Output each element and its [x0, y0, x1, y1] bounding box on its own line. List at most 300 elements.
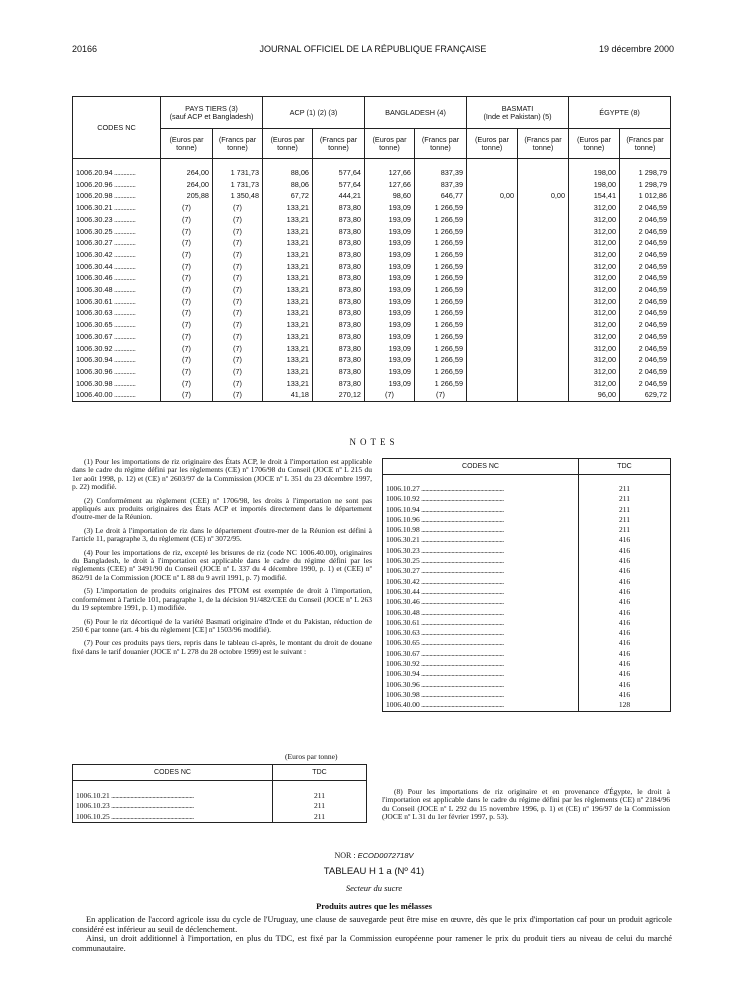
value-cell: (7) — [213, 331, 263, 343]
leader-dots: ............................................................ — [419, 679, 504, 689]
value-cell: (7) — [415, 389, 467, 401]
value-cell — [518, 331, 569, 343]
tdc-small-tdc-header: TDC — [273, 765, 367, 781]
value-cell — [467, 366, 518, 378]
note-6: (6) Pour le riz décortiqué de la variété Basmati originaire d'Inde et du Pakistan, réduction de 250 € par tonne (art. 4 bis du règlement [CE] nº 1503/96 modifié). — [72, 616, 372, 634]
table-row — [73, 179, 671, 191]
group-header-basmati: BASMATI (Inde et Pakistan) (5) — [467, 97, 569, 129]
value-cell: (7) — [161, 202, 213, 214]
value-cell: 193,09 — [365, 261, 415, 273]
value-cell: 133,21 — [263, 226, 313, 238]
value-cell: 873,80 — [313, 272, 365, 284]
tdc-code-cell: 1006.30.27 ............................................................ — [383, 566, 579, 576]
value-cell: 2 046,59 — [620, 307, 671, 319]
tdc-code-cell: 1006.30.67 ............................................................ — [383, 649, 579, 659]
tdc-row — [383, 566, 671, 576]
value-cell: 133,21 — [263, 272, 313, 284]
journal-title: JOURNAL OFFICIEL DE LA RÉPUBLIQUE FRANÇAISE — [259, 44, 487, 54]
tdc-value-cell: 416 — [579, 566, 671, 576]
nor-code: ECOD0072718V — [357, 851, 414, 860]
value-cell: 312,00 — [569, 237, 620, 249]
value-cell: (7) — [213, 214, 263, 226]
value-cell — [467, 354, 518, 366]
value-cell: 133,21 — [263, 366, 313, 378]
tdc-table-small — [72, 764, 367, 823]
value-cell: 873,80 — [313, 354, 365, 366]
value-cell: 270,12 — [313, 389, 365, 401]
value-cell: 873,80 — [313, 331, 365, 343]
value-cell — [518, 202, 569, 214]
unit-note: (Euros par tonne) — [285, 752, 338, 761]
value-cell: 577,64 — [313, 159, 365, 179]
value-cell — [518, 389, 569, 401]
value-cell: 2 046,59 — [620, 249, 671, 261]
value-cell: 193,09 — [365, 214, 415, 226]
tdc-code-cell: 1006.30.63 ............................................................ — [383, 628, 579, 638]
value-cell — [518, 159, 569, 179]
value-cell: 2 046,59 — [620, 319, 671, 331]
value-cell: 205,88 — [161, 190, 213, 202]
value-cell: (7) — [213, 202, 263, 214]
value-cell: (7) — [161, 319, 213, 331]
leader-dots: ............................................................ — [419, 638, 504, 648]
value-cell: 312,00 — [569, 296, 620, 308]
unit-header-euro: (Euros par tonne) — [365, 129, 415, 159]
value-cell — [467, 284, 518, 296]
tdc-row — [383, 505, 671, 515]
tdc-value-cell: 211 — [579, 515, 671, 525]
value-cell: 133,21 — [263, 261, 313, 273]
table-row — [73, 389, 671, 401]
tdc-value-cell: 416 — [579, 659, 671, 669]
value-cell: (7) — [161, 378, 213, 390]
value-cell: 1 266,59 — [415, 307, 467, 319]
code-nc-cell: 1006.30.61 .............. — [73, 296, 161, 308]
value-cell: 127,66 — [365, 159, 415, 179]
value-cell: 312,00 — [569, 284, 620, 296]
value-cell: 154,41 — [569, 190, 620, 202]
code-nc-cell: 1006.30.98 .............. — [73, 378, 161, 390]
value-cell: 837,39 — [415, 179, 467, 191]
tdc-value-cell: 416 — [579, 577, 671, 587]
value-cell: 1 298,79 — [620, 179, 671, 191]
leader-dots: ............................................................ — [419, 545, 504, 555]
value-cell: 193,09 — [365, 226, 415, 238]
code-nc-cell: 1006.30.94 .............. — [73, 354, 161, 366]
tdc-code-cell: 1006.10.23 ............................................................ — [73, 801, 273, 811]
value-cell: 2 046,59 — [620, 261, 671, 273]
value-cell: 1 266,59 — [415, 284, 467, 296]
table-row — [73, 354, 671, 366]
value-cell — [518, 319, 569, 331]
value-cell: 312,00 — [569, 331, 620, 343]
value-cell — [518, 237, 569, 249]
table-row — [73, 319, 671, 331]
value-cell: 88,06 — [263, 159, 313, 179]
tdc-value-cell: 416 — [579, 690, 671, 700]
leader-dots: ............................................................ — [419, 700, 504, 710]
note-5: (5) L'importation de produits originaires des PTOM est exemptée de droit à l'importation, conformément à l'article 101, paragraphe 1, de la décision 91/482/CEE du Conseil (JOCE nº L 263 du 19 septembre 1991, p. 1) modifiée. — [72, 586, 372, 613]
table-row — [73, 261, 671, 273]
tdc-small-code-header: CODES NC — [73, 765, 273, 781]
tdc-value-cell: 211 — [579, 525, 671, 535]
tdc-value-cell: 211 — [273, 812, 367, 823]
value-cell: 312,00 — [569, 319, 620, 331]
value-cell: 1 266,59 — [415, 249, 467, 261]
tdc-code-cell: 1006.30.21 ............................................................ — [383, 535, 579, 545]
tdc-row — [383, 515, 671, 525]
tdc-row — [383, 535, 671, 545]
unit-header-franc: (Francs par tonne) — [313, 129, 365, 159]
tdc-row — [383, 659, 671, 669]
leader-dots: .............. — [112, 285, 136, 295]
value-cell: (7) — [161, 237, 213, 249]
value-cell: 312,00 — [569, 366, 620, 378]
value-cell: 193,09 — [365, 319, 415, 331]
value-cell: (7) — [365, 389, 415, 401]
rice-import-duty-table — [72, 96, 671, 402]
body-text — [72, 915, 672, 953]
code-nc-cell: 1006.20.94 .............. — [73, 159, 161, 179]
table-row — [73, 331, 671, 343]
tdc-value-cell: 128 — [579, 700, 671, 711]
tdc-row — [383, 577, 671, 587]
leader-dots: ............................................................ — [419, 586, 504, 596]
tdc-code-cell: 1006.10.27 ............................................................ — [383, 475, 579, 495]
tdc-code-cell: 1006.30.44 ............................................................ — [383, 587, 579, 597]
tdc-code-cell: 1006.30.46 ............................................................ — [383, 597, 579, 607]
tdc-row — [383, 628, 671, 638]
code-nc-cell: 1006.30.96 .............. — [73, 366, 161, 378]
tdc-row — [383, 525, 671, 535]
value-cell: 193,09 — [365, 354, 415, 366]
leader-dots: .............. — [112, 249, 136, 259]
note-4: (4) Pour les importations de riz, excepté les brisures de riz (code NC 1006.40.00), originaires du Bangladesh, le droit à l'importation est applicable dans le cadre du régime défini par les règlements (CEE) nº 3491/90 du Conseil (JOCE nº L 337 du 4 décembre 1990, p. 1) et (CEE) nº 862/91 de la Commission (JOCE nº L 88 du 9 avril 1991, p. 7) modifié. — [72, 547, 372, 582]
value-cell: 646,77 — [415, 190, 467, 202]
tdc-value-cell: 416 — [579, 628, 671, 638]
value-cell — [467, 343, 518, 355]
tdc-code-cell: 1006.10.25 ............................................................ — [73, 812, 273, 823]
leader-dots: .............. — [112, 320, 136, 330]
leader-dots: .............. — [112, 238, 136, 248]
code-nc-cell: 1006.30.23 .............. — [73, 214, 161, 226]
leader-dots: ............................................................ — [419, 576, 504, 586]
products-title: Produits autres que les mélasses — [316, 901, 432, 911]
value-cell: 873,80 — [313, 284, 365, 296]
value-cell — [467, 159, 518, 179]
leader-dots: .............. — [112, 366, 136, 376]
value-cell — [518, 284, 569, 296]
leader-dots: ............................................................ — [109, 791, 194, 800]
value-cell: (7) — [161, 272, 213, 284]
value-cell: 873,80 — [313, 202, 365, 214]
leader-dots: .............. — [112, 214, 136, 224]
leader-dots: .............. — [112, 273, 136, 283]
value-cell: 1 266,59 — [415, 366, 467, 378]
value-cell: 193,09 — [365, 331, 415, 343]
value-cell — [518, 272, 569, 284]
value-cell: (7) — [161, 389, 213, 401]
value-cell: 312,00 — [569, 272, 620, 284]
value-cell — [518, 296, 569, 308]
tdc-row — [383, 587, 671, 597]
tdc-value-cell: 416 — [579, 597, 671, 607]
leader-dots: ............................................................ — [419, 504, 504, 514]
table-row — [73, 343, 671, 355]
tdc-code-cell: 1006.30.48 ............................................................ — [383, 608, 579, 618]
tdc-code-cell: 1006.30.65 ............................................................ — [383, 638, 579, 648]
code-nc-cell: 1006.30.42 .............. — [73, 249, 161, 261]
value-cell: 193,09 — [365, 249, 415, 261]
tdc-row — [73, 801, 367, 811]
value-cell: 873,80 — [313, 366, 365, 378]
value-cell: 873,80 — [313, 214, 365, 226]
tdc-code-cell: 1006.10.98 ............................................................ — [383, 525, 579, 535]
value-cell — [518, 343, 569, 355]
value-cell: 312,00 — [569, 214, 620, 226]
code-nc-cell: 1006.30.27 .............. — [73, 237, 161, 249]
tdc-code-cell: 1006.30.42 ............................................................ — [383, 577, 579, 587]
value-cell: 198,00 — [569, 159, 620, 179]
leader-dots: ............................................................ — [419, 597, 504, 607]
tdc-row — [383, 669, 671, 679]
value-cell: (7) — [213, 272, 263, 284]
tdc-value-cell: 416 — [579, 608, 671, 618]
value-cell — [518, 354, 569, 366]
leader-dots: ............................................................ — [419, 484, 504, 493]
value-cell: (7) — [213, 226, 263, 238]
value-cell: (7) — [161, 284, 213, 296]
value-cell: 312,00 — [569, 226, 620, 238]
code-nc-cell: 1006.30.44 .............. — [73, 261, 161, 273]
leader-dots: ............................................................ — [419, 617, 504, 627]
value-cell: 444,21 — [313, 190, 365, 202]
tdc-value-cell: 211 — [273, 781, 367, 802]
value-cell — [467, 272, 518, 284]
value-cell: 1 266,59 — [415, 354, 467, 366]
tdc-row — [383, 700, 671, 711]
value-cell: 873,80 — [313, 319, 365, 331]
tdc-large-code-header: CODES NC — [383, 459, 579, 475]
value-cell: 1 350,48 — [213, 190, 263, 202]
value-cell: 2 046,59 — [620, 331, 671, 343]
value-cell: 873,80 — [313, 261, 365, 273]
leader-dots: .............. — [112, 203, 136, 213]
tdc-code-cell: 1006.10.96 ............................................................ — [383, 515, 579, 525]
code-nc-cell: 1006.30.65 .............. — [73, 319, 161, 331]
value-cell: 1 731,73 — [213, 179, 263, 191]
leader-dots: .............. — [112, 168, 136, 177]
value-cell: (7) — [213, 354, 263, 366]
table-row — [73, 249, 671, 261]
unit-header-franc: (Francs par tonne) — [620, 129, 671, 159]
value-cell — [518, 378, 569, 390]
tdc-value-cell: 211 — [579, 505, 671, 515]
value-cell: 264,00 — [161, 179, 213, 191]
table-row — [73, 366, 671, 378]
value-cell: (7) — [161, 214, 213, 226]
unit-header-euro: (Euros par tonne) — [467, 129, 518, 159]
code-nc-cell: 1006.30.67 .............. — [73, 331, 161, 343]
value-cell — [467, 296, 518, 308]
value-cell: 2 046,59 — [620, 237, 671, 249]
leader-dots: ............................................................ — [419, 607, 504, 617]
tdc-row — [383, 494, 671, 504]
value-cell: 312,00 — [569, 378, 620, 390]
value-cell: 1 266,59 — [415, 226, 467, 238]
leader-dots: .............. — [112, 331, 136, 341]
value-cell: 312,00 — [569, 202, 620, 214]
value-cell — [467, 249, 518, 261]
value-cell: 1 266,59 — [415, 261, 467, 273]
value-cell — [467, 331, 518, 343]
code-nc-cell: 1006.20.98 .............. — [73, 190, 161, 202]
leader-dots: .............. — [112, 390, 136, 400]
value-cell: 312,00 — [569, 261, 620, 273]
value-cell: 2 046,59 — [620, 296, 671, 308]
value-cell — [467, 214, 518, 226]
value-cell: 1 266,59 — [415, 214, 467, 226]
table-row — [73, 272, 671, 284]
tdc-row — [383, 475, 671, 495]
value-cell: 198,00 — [569, 179, 620, 191]
group-header-bangladesh: BANGLADESH (4) — [365, 97, 467, 129]
table-row — [73, 307, 671, 319]
page-number: 20166 — [72, 44, 98, 54]
value-cell: 193,09 — [365, 296, 415, 308]
value-cell: 133,21 — [263, 237, 313, 249]
value-cell — [467, 179, 518, 191]
value-cell: (7) — [161, 366, 213, 378]
value-cell: 1 266,59 — [415, 319, 467, 331]
unit-header-franc: (Francs par tonne) — [213, 129, 263, 159]
value-cell: 1 012,86 — [620, 190, 671, 202]
value-cell: (7) — [213, 284, 263, 296]
value-cell — [467, 389, 518, 401]
value-cell: 127,66 — [365, 179, 415, 191]
value-cell: (7) — [213, 319, 263, 331]
value-cell: (7) — [213, 378, 263, 390]
value-cell: (7) — [161, 307, 213, 319]
value-cell: 312,00 — [569, 249, 620, 261]
group-header-pays-tiers: PAYS TIERS (3) (sauf ACP et Bangladesh) — [161, 97, 263, 129]
value-cell: 873,80 — [313, 226, 365, 238]
value-cell: 2 046,59 — [620, 202, 671, 214]
nor-label: NOR : — [334, 851, 356, 860]
leader-dots: ............................................................ — [419, 566, 504, 576]
table-row — [73, 284, 671, 296]
tdc-code-cell: 1006.30.23 ............................................................ — [383, 546, 579, 556]
value-cell: 873,80 — [313, 343, 365, 355]
leader-dots: .............. — [112, 378, 136, 388]
group-header-egypte: ÉGYPTE (8) — [569, 97, 671, 129]
tdc-row — [383, 546, 671, 556]
leader-dots: .............. — [112, 308, 136, 318]
note-3: (3) Le droit à l'importation de riz dans le département d'outre-mer de la Réunion est défini à l'article 11, paragraphe 3, du règlement (CE) nº 3072/95. — [72, 525, 372, 544]
tdc-code-cell: 1006.30.96 ............................................................ — [383, 680, 579, 690]
tdc-value-cell: 416 — [579, 649, 671, 659]
value-cell: 193,09 — [365, 307, 415, 319]
value-cell — [518, 226, 569, 238]
value-cell: 2 046,59 — [620, 378, 671, 390]
value-cell: (7) — [213, 261, 263, 273]
leader-dots: ............................................................ — [419, 628, 504, 638]
unit-header-franc: (Francs par tonne) — [518, 129, 569, 159]
value-cell: (7) — [161, 226, 213, 238]
code-nc-cell: 1006.20.96 .............. — [73, 179, 161, 191]
tdc-code-cell: 1006.30.94 ............................................................ — [383, 669, 579, 679]
value-cell: 312,00 — [569, 354, 620, 366]
value-cell: 67,72 — [263, 190, 313, 202]
value-cell: 133,21 — [263, 202, 313, 214]
value-cell: 88,06 — [263, 179, 313, 191]
leader-dots: ............................................................ — [109, 811, 194, 821]
tdc-value-cell: 416 — [579, 680, 671, 690]
tdc-value-cell: 416 — [579, 638, 671, 648]
value-cell: 2 046,59 — [620, 284, 671, 296]
value-cell: 133,21 — [263, 284, 313, 296]
tdc-value-cell: 416 — [579, 669, 671, 679]
tdc-value-cell: 416 — [579, 546, 671, 556]
value-cell: 1 266,59 — [415, 296, 467, 308]
leader-dots: .............. — [112, 191, 136, 201]
value-cell: (7) — [161, 249, 213, 261]
value-cell: 1 266,59 — [415, 378, 467, 390]
table-title: TABLEAU H 1 a (Nº 41) — [323, 866, 425, 877]
leader-dots: ............................................................ — [419, 494, 504, 504]
sector-title: Secteur du sucre — [345, 883, 403, 893]
tdc-code-cell: 1006.40.00 ............................................................ — [383, 700, 579, 711]
value-cell: 873,80 — [313, 378, 365, 390]
value-cell: (7) — [161, 354, 213, 366]
value-cell: (7) — [213, 366, 263, 378]
value-cell: 2 046,59 — [620, 226, 671, 238]
leader-dots: .............. — [112, 343, 136, 353]
value-cell — [518, 214, 569, 226]
tdc-row — [383, 618, 671, 628]
code-nc-cell: 1006.30.92 .............. — [73, 343, 161, 355]
tdc-value-cell: 416 — [579, 587, 671, 597]
value-cell: 193,09 — [365, 237, 415, 249]
value-cell — [467, 307, 518, 319]
table-row — [73, 214, 671, 226]
value-cell: 577,64 — [313, 179, 365, 191]
tdc-code-cell: 1006.30.25 ............................................................ — [383, 556, 579, 566]
leader-dots: .............. — [112, 179, 136, 189]
leader-dots: .............. — [112, 226, 136, 236]
value-cell — [467, 261, 518, 273]
paragraph-1: En application de l'accord agricole issu du cycle de l'Uruguay, une clause de sauvegarde peut être mise en œuvre, dès que le prix d'importation caf pour un produit agricole considéré est inférieur au seuil de déclenchement. — [72, 915, 672, 934]
value-cell: 98,60 — [365, 190, 415, 202]
code-nc-cell: 1006.30.63 .............. — [73, 307, 161, 319]
code-nc-cell: 1006.30.25 .............. — [73, 226, 161, 238]
value-cell: 1 266,59 — [415, 202, 467, 214]
tdc-row — [383, 649, 671, 659]
tdc-value-cell: 211 — [579, 494, 671, 504]
leader-dots: ............................................................ — [419, 525, 504, 535]
value-cell: 1 266,59 — [415, 272, 467, 284]
value-cell: 264,00 — [161, 159, 213, 179]
value-cell: 2 046,59 — [620, 343, 671, 355]
value-cell: (7) — [213, 307, 263, 319]
publication-date: 19 décembre 2000 — [598, 44, 674, 54]
table-row — [73, 226, 671, 238]
leader-dots: .............. — [112, 296, 136, 306]
value-cell: 193,09 — [365, 343, 415, 355]
value-cell: 193,09 — [365, 378, 415, 390]
value-cell — [467, 378, 518, 390]
value-cell: 2 046,59 — [620, 366, 671, 378]
